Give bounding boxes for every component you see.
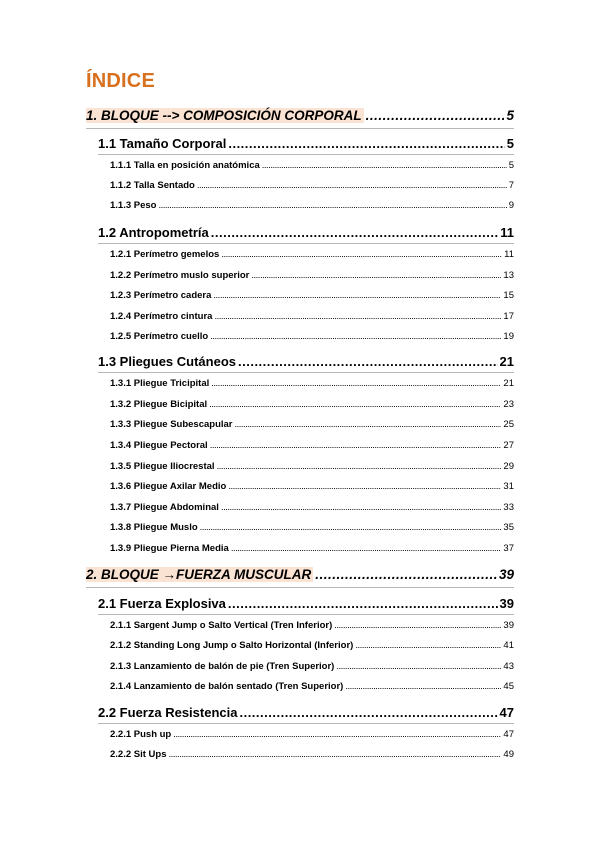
toc-page-number: 17: [503, 311, 514, 322]
toc-dot-leader: [200, 522, 502, 533]
heading-rule: [98, 154, 514, 155]
toc-entry-level1[interactable]: [86, 567, 514, 582]
toc-dot-leader: [345, 681, 501, 692]
toc-page-number: 29: [503, 461, 514, 472]
toc-entry-label: 1.2 Antropometría: [98, 225, 209, 240]
toc-entry-level3[interactable]: [110, 729, 514, 740]
toc-dot-leader: [228, 481, 501, 492]
toc-entry-level3[interactable]: [110, 249, 514, 260]
toc-entry-level3[interactable]: [110, 399, 514, 410]
toc-entry-label: 1.3.4 Pliegue Pectoral: [110, 440, 208, 451]
toc-dot-leader: [210, 440, 502, 451]
toc-entry-label: 2.2.2 Sit Ups: [110, 749, 167, 760]
toc-entry-level3[interactable]: [110, 502, 514, 513]
toc-dot-leader: [239, 705, 497, 720]
toc-dot-leader: [238, 354, 498, 369]
toc-dot-leader: [366, 108, 505, 123]
toc-page-number: 11: [500, 225, 514, 240]
toc-dot-leader: [214, 311, 501, 322]
toc-page-number: 5: [508, 160, 514, 171]
heading-rule: [86, 587, 514, 588]
toc-dot-leader: [355, 640, 501, 651]
toc-dot-leader: [211, 378, 501, 389]
toc-page-number: 5: [506, 136, 514, 151]
toc-dot-leader: [235, 419, 502, 430]
toc-entry-label: 2. BLOQUE →FUERZA MUSCULAR: [86, 567, 312, 582]
toc-dot-leader: [262, 160, 507, 171]
toc-page-number: 23: [503, 399, 514, 410]
toc-entry-label: 2.1.3 Lanzamiento de balón de pie (Tren Superior): [110, 661, 335, 672]
toc-entry-level1[interactable]: [86, 108, 514, 123]
toc-dot-leader: [221, 249, 502, 260]
toc-page-number: 39: [498, 567, 514, 582]
toc-entry-level2[interactable]: [98, 136, 514, 151]
toc-entry-level3[interactable]: [110, 522, 514, 533]
toc-page-number: 21: [499, 354, 514, 369]
toc-dot-leader: [197, 180, 507, 191]
heading-rule: [98, 614, 514, 615]
toc-entry-label: 1.2.5 Perímetro cuello: [110, 331, 209, 342]
toc-dot-leader: [315, 567, 497, 582]
toc-entry-level3[interactable]: [110, 160, 514, 171]
toc-page-number: 47: [499, 705, 514, 720]
toc-entry-level3[interactable]: [110, 311, 514, 322]
toc-entry-level3[interactable]: [110, 419, 514, 430]
toc-page-number: 49: [503, 749, 514, 760]
toc-dot-leader: [210, 331, 501, 342]
toc-page-number: 41: [503, 640, 514, 651]
toc-page-number: 15: [503, 290, 514, 301]
toc-page-number: 39: [503, 620, 514, 631]
toc-page-number: 39: [499, 596, 514, 611]
toc-entry-level3[interactable]: [110, 681, 514, 692]
toc-dot-leader: [158, 200, 506, 211]
toc-entry-level3[interactable]: [110, 378, 514, 389]
toc-dot-leader: [251, 270, 501, 281]
heading-rule: [86, 128, 514, 129]
toc-page-number: 21: [503, 378, 514, 389]
toc-entry-level3[interactable]: [110, 461, 514, 472]
toc-entry-label: 1.1.2 Talla Sentado: [110, 180, 195, 191]
toc-entry-label: 1.3.2 Pliegue Bicipital: [110, 399, 208, 410]
toc-dot-leader: [217, 461, 502, 472]
toc-page-number: 11: [504, 249, 514, 260]
toc-page-number: 19: [503, 331, 514, 342]
toc-entry-label: 2.1.1 Sargent Jump o Salto Vertical (Tren Inferior): [110, 620, 333, 631]
toc-entry-level2[interactable]: [98, 705, 514, 720]
toc-dot-leader: [231, 543, 502, 554]
toc-page-number: 45: [503, 681, 514, 692]
toc-entry-label: 1.1.1 Talla en posición anatómica: [110, 160, 260, 171]
toc-entry-level3[interactable]: [110, 749, 514, 760]
heading-rule: [98, 723, 514, 724]
toc-dot-leader: [209, 399, 501, 410]
page-title: ÍNDICE: [86, 70, 155, 92]
toc-entry-level3[interactable]: [110, 180, 514, 191]
toc-entry-label: 1.2.2 Perímetro muslo superior: [110, 270, 250, 281]
toc-entry-level2[interactable]: [98, 596, 514, 611]
toc-entry-level2[interactable]: [98, 225, 514, 240]
toc-entry-level3[interactable]: [110, 200, 514, 211]
toc-entry-level3[interactable]: [110, 270, 514, 281]
toc-page-number: 9: [508, 200, 514, 211]
toc-dot-leader: [336, 661, 501, 672]
toc-entry-label: 1.2.1 Perímetro gemelos: [110, 249, 220, 260]
toc-entry-label: 1.3.8 Pliegue Muslo: [110, 522, 198, 533]
toc-dot-leader: [221, 502, 501, 513]
toc-dot-leader: [213, 290, 501, 301]
toc-entry-level3[interactable]: [110, 543, 514, 554]
toc-entry-label: 1.1.3 Peso: [110, 200, 157, 211]
toc-entry-level3[interactable]: [110, 620, 514, 631]
toc-page-number: 37: [503, 543, 514, 554]
toc-entry-label: 2.1.2 Standing Long Jump o Salto Horizontal (Inferior): [110, 640, 354, 651]
toc-entry-label: 2.2 Fuerza Resistencia: [98, 705, 238, 720]
toc-entry-level3[interactable]: [110, 640, 514, 651]
toc-entry-level2[interactable]: [98, 354, 514, 369]
toc-page-number: 31: [503, 481, 514, 492]
toc-dot-leader: [228, 596, 498, 611]
toc-entry-level3[interactable]: [110, 331, 514, 342]
toc-dot-leader: [228, 136, 504, 151]
toc-dot-leader: [169, 749, 502, 760]
toc-page-number: 5: [506, 108, 514, 123]
toc-page-number: 25: [503, 419, 514, 430]
toc-entry-level3[interactable]: [110, 481, 514, 492]
toc-entry-label: 1.1 Tamaño Corporal: [98, 136, 227, 151]
toc-entry-label: 1.3.5 Pliegue Iliocrestal: [110, 461, 215, 472]
toc-entry-level3[interactable]: [110, 290, 514, 301]
toc-page-number: 33: [503, 502, 514, 513]
toc-dot-leader: [334, 620, 501, 631]
heading-rule: [98, 243, 514, 244]
heading-rule: [98, 372, 514, 373]
toc-entry-label: 1.3.1 Pliegue Tricipital: [110, 378, 210, 389]
toc-entry-label: 1.2.4 Perímetro cintura: [110, 311, 213, 322]
toc-entry-label: 1.3 Pliegues Cutáneos: [98, 354, 236, 369]
toc-entry-label: 2.2.1 Push up: [110, 729, 172, 740]
toc-page-number: 47: [503, 729, 514, 740]
toc-page-number: 7: [508, 180, 514, 191]
toc-entry-label: 1.2.3 Perímetro cadera: [110, 290, 212, 301]
toc-page-number: 27: [503, 440, 514, 451]
toc-entry-label: 1.3.6 Pliegue Axilar Medio: [110, 481, 227, 492]
toc-entry-label: 2.1 Fuerza Explosiva: [98, 596, 226, 611]
toc-page-number: 13: [503, 270, 514, 281]
toc-dot-leader: [211, 225, 498, 240]
toc-entry-label: 1.3.9 Pliegue Pierna Media: [110, 543, 229, 554]
toc-page-number: 35: [503, 522, 514, 533]
toc-entry-level3[interactable]: [110, 440, 514, 451]
toc-entry-label: 1.3.7 Pliegue Abdominal: [110, 502, 219, 513]
toc-entry-label: 1.3.3 Pliegue Subescapular: [110, 419, 233, 430]
toc-entry-label: 1. BLOQUE --> COMPOSICIÓN CORPORAL: [86, 108, 362, 123]
toc-page-number: 43: [503, 661, 514, 672]
toc-dot-leader: [173, 729, 501, 740]
toc-entry-level3[interactable]: [110, 661, 514, 672]
toc-entry-label: 2.1.4 Lanzamiento de balón sentado (Tren Superior): [110, 681, 344, 692]
